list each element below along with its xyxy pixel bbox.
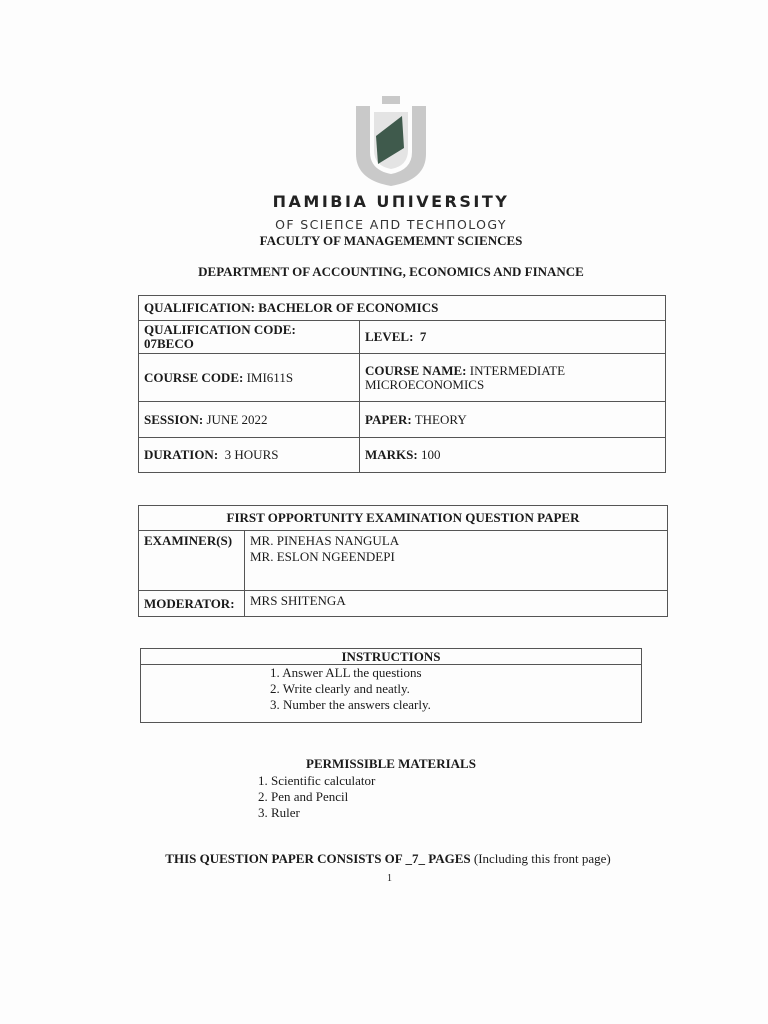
course-code-value: IMI611S [246,369,294,385]
level-cell [360,321,666,354]
university-subtitle: OF SCIEΠCE ΑΠD TECHΠOLOGY [275,217,507,232]
course-info-table [138,295,666,473]
marks-value: 100 [420,447,441,462]
course-name-label: COURSE NAME: [365,362,467,378]
course-name-cell [360,354,666,402]
instruction-item: 1. Answer ALL the questions [270,665,422,680]
material-item: 1. Scientific calculator [258,773,376,788]
qualification-code-value: 07BECO [144,336,194,351]
course-name-value-2: MICROECONOMICS [365,376,485,392]
session-value: JUNE 2022 [206,411,268,427]
instructions-title-cell [141,649,642,665]
moderator-label-cell [139,591,245,617]
material-item: 2. Pen and Pencil [258,789,349,804]
moderator-value: MRS SHITENGA [250,593,346,608]
examiner-name: MR. ESLON NGEENDEPI [250,549,395,564]
exam-title-text: FIRST OPPORTUNITY EXAMINATION QUESTION PAPER [226,510,580,525]
university-logo-icon [352,96,430,186]
instructions-list [146,665,636,713]
page-number: 1 [387,873,392,884]
examiners-cell [245,531,668,591]
session-cell [139,402,360,438]
qualification-code-label: QUALIFICATION CODE: [144,322,296,337]
level-value: 7 [419,329,427,344]
permissible-materials-list [258,773,375,821]
page-count-note [0,851,768,867]
marks-cell [360,438,666,473]
instructions-list-cell [141,665,642,723]
instruction-item: 2. Write clearly and neatly. [270,681,410,696]
marks-label: MARKS: [365,447,418,462]
page-count-bold: THIS QUESTION PAPER CONSISTS OF _7_ PAGES [165,851,471,866]
qualification-label: QUALIFICATION: [144,300,255,315]
qualification-cell [139,296,666,321]
page-count-note-text: (Including this front page) [473,851,611,866]
moderator-cell [245,591,668,617]
instructions-title: INSTRUCTIONS [341,649,441,664]
course-code-label: COURSE CODE: [144,369,244,385]
duration-value: 3 HOURS [224,447,279,462]
paper-value: THEORY [414,411,467,427]
paper-label: PAPER: [365,411,412,427]
permissible-materials-title: PERMISSIBLE MATERIALS [306,756,476,771]
examiners-label: EXAMINER(S) [144,533,233,548]
course-code-cell [139,354,360,402]
examiner-name: MR. PINEHAS NANGULA [250,533,400,548]
duration-cell [139,438,360,473]
duration-label: DURATION: [144,447,219,462]
examiners-label-cell [139,531,245,591]
faculty-title: FACULTY OF MANAGEMEMNT SCIENCES [259,233,523,248]
instruction-item: 3. Number the answers clearly. [270,697,431,712]
examination-table [138,505,668,617]
course-name-value: INTERMEDIATE [469,362,566,378]
department-title: DEPARTMENT OF ACCOUNTING, ECONOMICS AND FINANCE [198,264,584,279]
qualification-value: BACHELOR OF ECONOMICS [258,300,439,315]
session-label: SESSION: [144,411,204,427]
level-label: LEVEL: [365,329,414,344]
paper-cell [360,402,666,438]
material-item: 3. Ruler [258,805,300,820]
moderator-label: MODERATOR: [144,595,235,611]
qualification-code-cell [139,321,360,354]
university-name: ΠΑΜΙΒΙΑ UΠIVERSITY [272,192,510,211]
instructions-table [140,648,642,723]
exam-title [139,506,668,531]
